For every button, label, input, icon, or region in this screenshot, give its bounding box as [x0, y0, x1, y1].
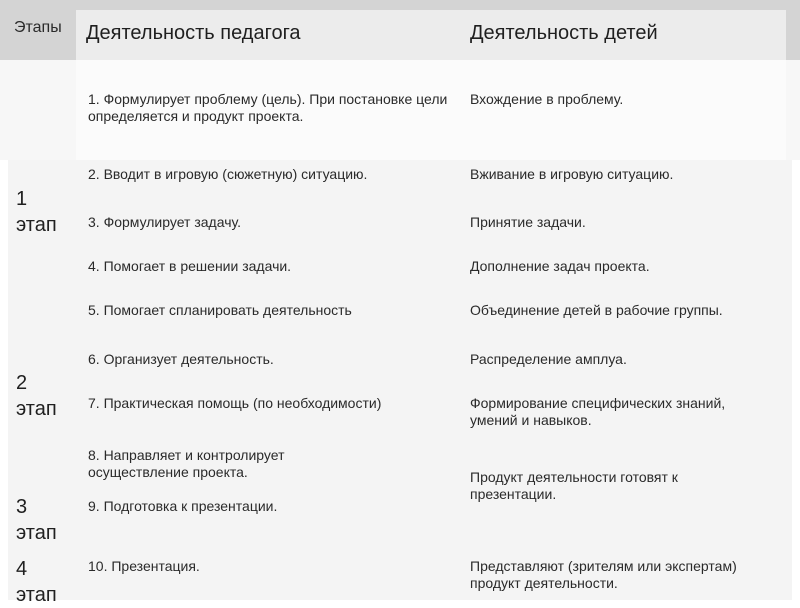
children-row-10: Представляют (зрителям или экспертам) продукт деятельности.: [470, 558, 737, 591]
teacher-row-7: 7. Практическая помощь (по необходимости): [88, 395, 382, 411]
teacher-row-3: 3. Формулирует задачу.: [88, 214, 241, 230]
header-teacher: Деятельность педагога: [86, 22, 301, 44]
teacher-row-5: 5. Помогает спланировать деятельность: [88, 302, 352, 318]
children-row-3: Принятие задачи.: [470, 214, 586, 230]
children-row-2: Вживание в игровую ситуацию.: [470, 166, 674, 182]
teacher-row-6: 6. Организует деятельность.: [88, 351, 274, 367]
children-row-5: Объединение детей в рабочие группы.: [470, 302, 723, 318]
teacher-row-2: 2. Вводит в игровую (сюжетную) ситуацию.: [88, 166, 368, 182]
stage-2: 2 этап: [16, 372, 57, 420]
children-row-9: Продукт деятельности готовят к презентации.: [470, 469, 678, 502]
children-row-6: Распределение амплуа.: [470, 351, 627, 367]
stage-1: 1 этап: [16, 188, 57, 236]
teacher-row-8: 8. Направляет и контролирует осуществление проекта.: [88, 447, 285, 480]
header-stages: Этапы: [14, 19, 62, 36]
header-children: Деятельность детей: [470, 22, 658, 44]
children-row-4: Дополнение задач проекта.: [470, 258, 650, 274]
children-row-7: Формирование специфических знаний, умений и навыков.: [470, 395, 726, 428]
teacher-row-9: 9. Подготовка к презентации.: [88, 498, 278, 514]
teacher-row-4: 4. Помогает в решении задачи.: [88, 258, 292, 274]
teacher-row-1: 1. Формулирует проблему (цель). При постановке цели определяется и продукт проекта.: [88, 91, 448, 124]
stage-3: 3 этап: [16, 496, 57, 544]
children-row-1: Вхождение в проблему.: [470, 91, 624, 107]
stage-4: 4 этап: [16, 558, 57, 606]
teacher-row-10: 10. Презентация.: [88, 558, 200, 574]
